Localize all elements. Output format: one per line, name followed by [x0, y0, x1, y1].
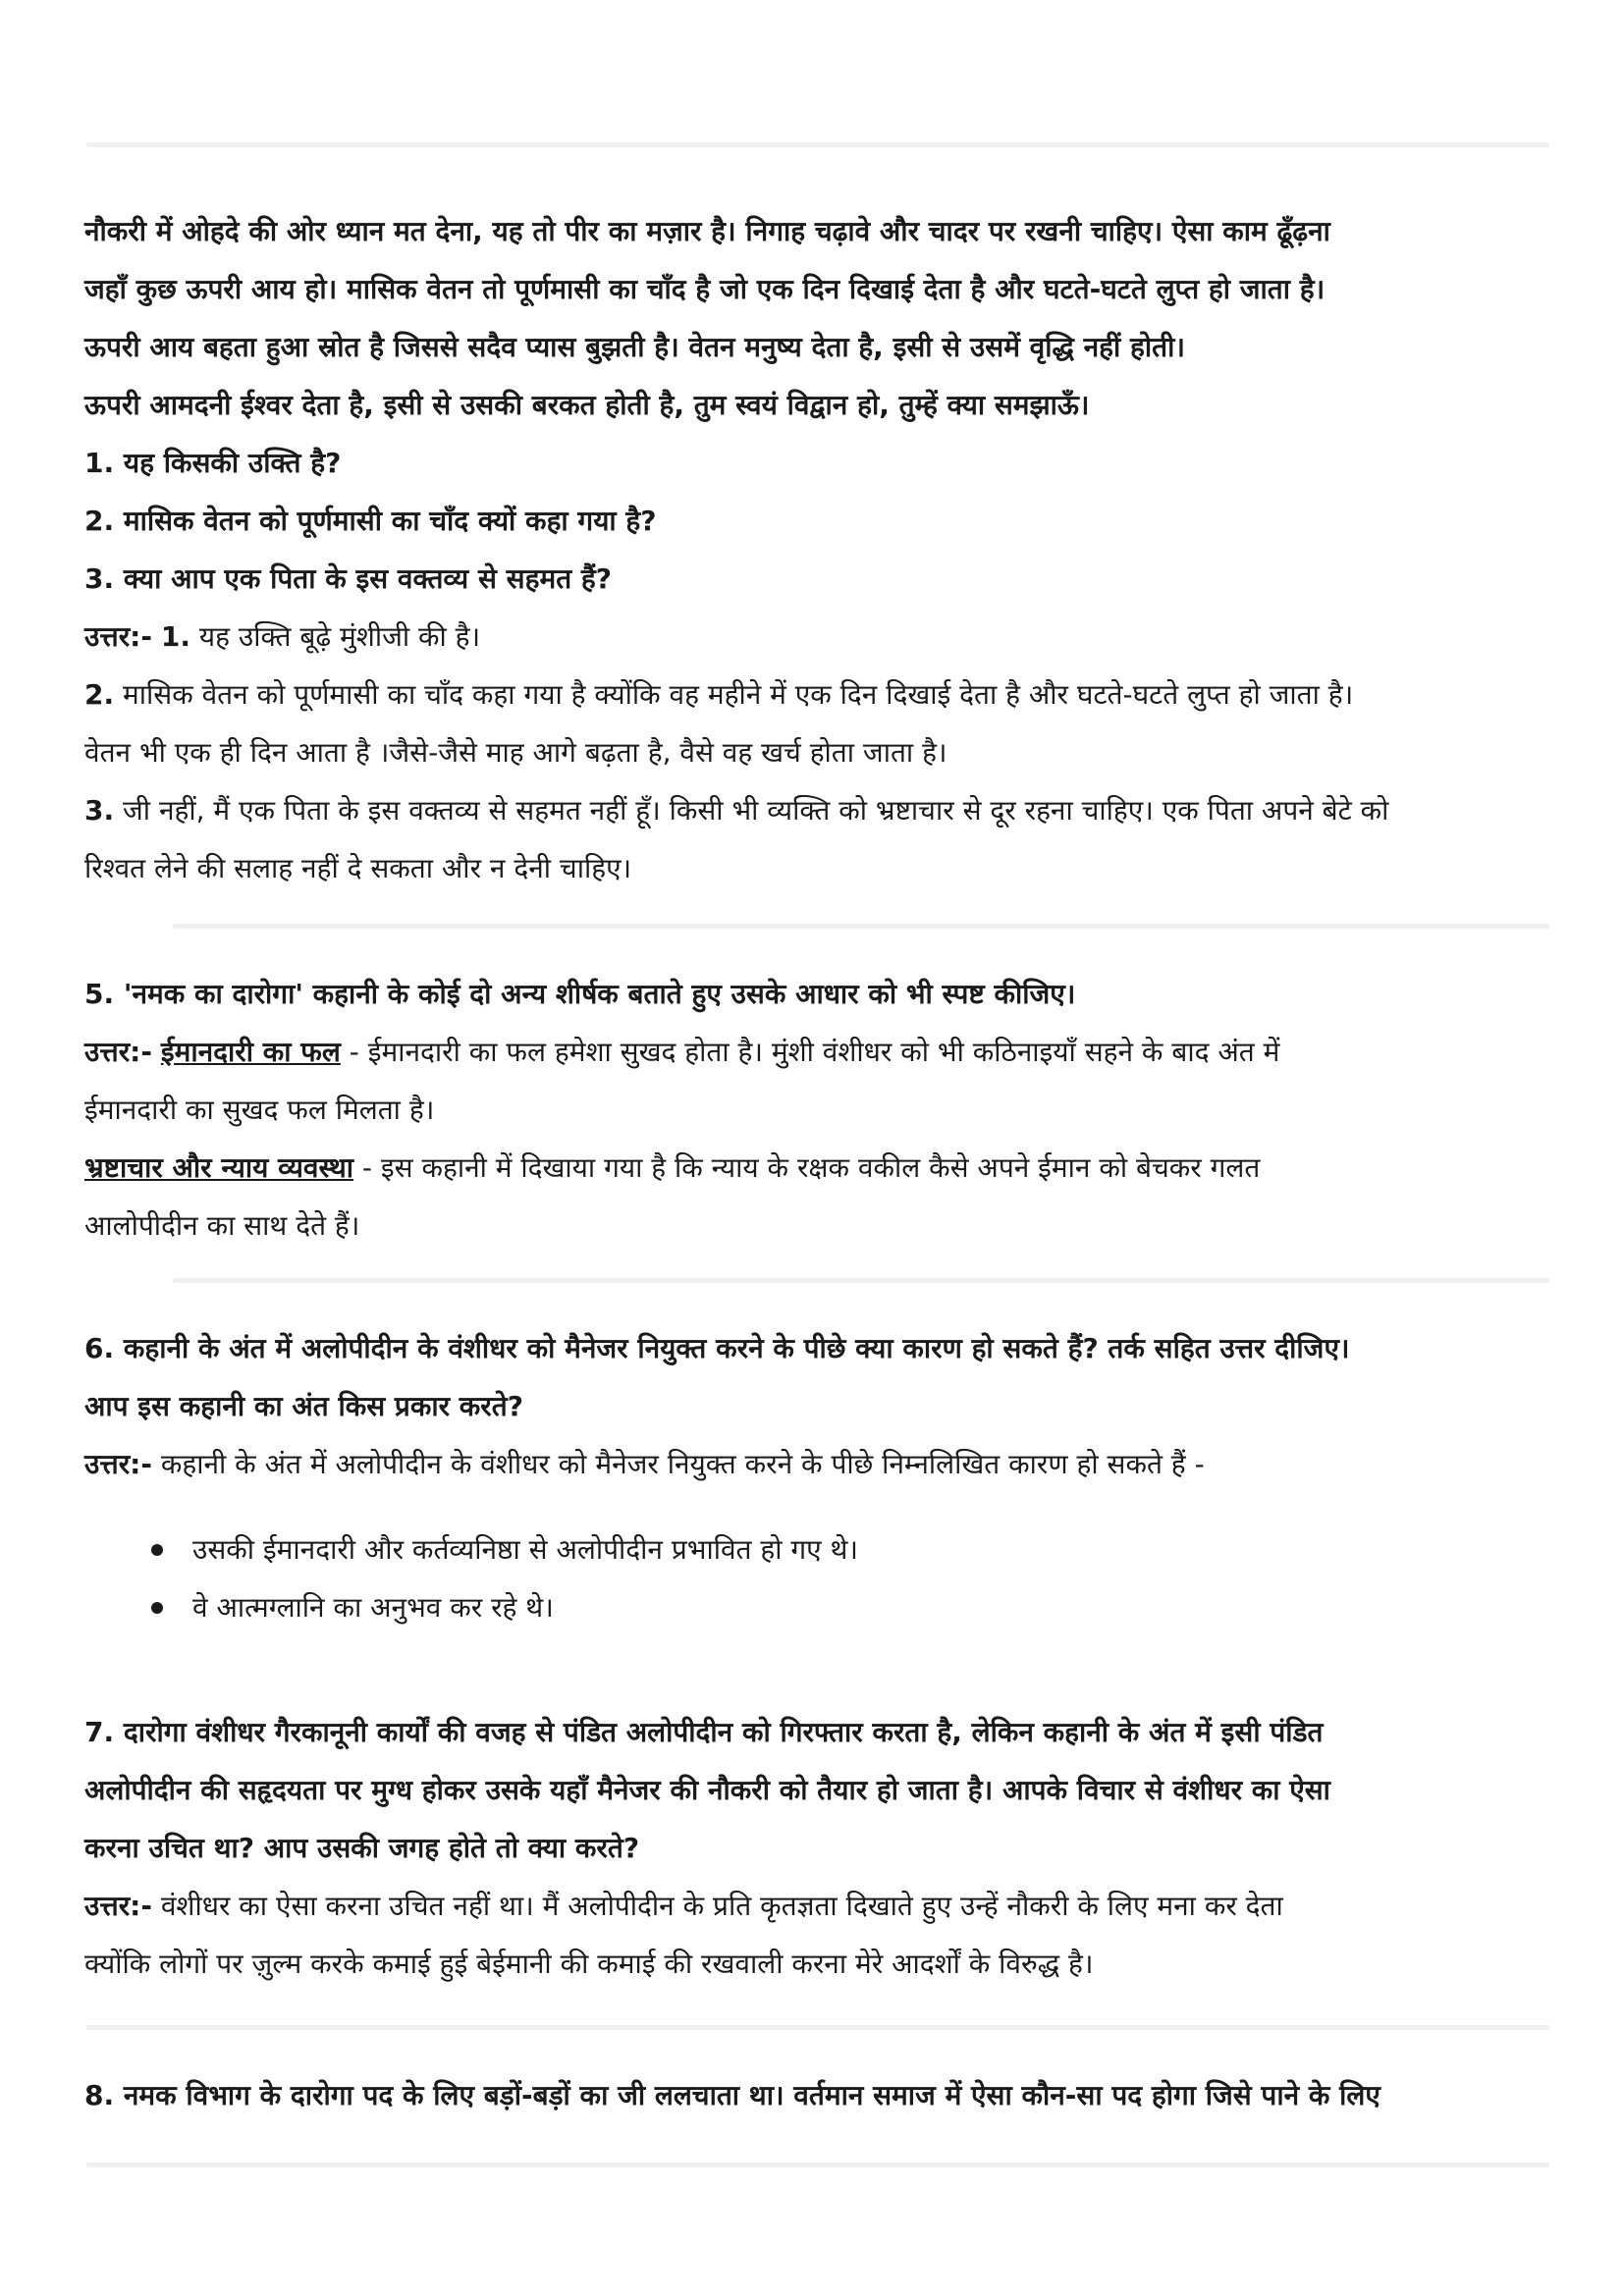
subtitle-2: भ्रष्टाचार और न्याय व्यवस्था [84, 1151, 353, 1184]
passage-line: जहाँ कुछ ऊपरी आय हो। मासिक वेतन तो पूर्णमासी का चाँद है जो एक दिन दिखाई देता है और घटते-घटते लुप्त हो जाता है। [84, 273, 1325, 305]
subtitle-1: ईमानदारी का फल [160, 1036, 341, 1068]
question-7: अलोपीदीन की सहृदयता पर मुग्ध होकर उसके यहाँ मैनेजर की नौकरी को तैयार हो जाता है। आपके विचार से वंशीधर का ऐसा [84, 1774, 1330, 1806]
question-2: 2. मासिक वेतन को पूर्णमासी का चाँद क्यों कहा गया है? [84, 505, 657, 537]
answer-text: वेतन भी एक ही दिन आता है ।जैसे-जैसे माह आगे बढ़ता है, वैसे वह खर्च होता जाता है। [84, 736, 947, 769]
question-1: 1. यह किसकी उक्ति है? [84, 447, 342, 479]
answer-label: उत्तर:- [84, 1448, 152, 1480]
answer-2 [84, 666, 1557, 723]
answer-label: उत्तर:- [84, 1036, 152, 1068]
question-8-section [84, 2066, 1557, 2124]
question-6: आप इस कहानी का अंत किस प्रकार करते? [84, 1390, 523, 1422]
divider-top [86, 142, 1549, 147]
answer-number: 2. [84, 678, 115, 711]
answer-text: मासिक वेतन को पूर्णमासी का चाँद कहा गया है क्योंकि वह महीने में एक दिन दिखाई देता है और घटते-घटते लुप्त हो जाता है। [123, 678, 1354, 711]
bullet-icon [151, 1602, 163, 1614]
answer-text: - ईमानदारी का फल हमेशा सुखद होता है। मुंशी वंशीधर को भी कठिनाइयाँ सहने के बाद अंत में [340, 1036, 1280, 1068]
list-item-text: उसकी ईमानदारी और कर्तव्यनिष्ठा से अलोपीदीन प्रभावित हो गए थे। [192, 1533, 859, 1566]
answer-number: 3. [84, 794, 115, 827]
answer-text: क्योंकि लोगों पर ज़ुल्म करके कमाई हुई बेईमानी की कमाई की रखवाली करना मेरे आदर्शों के विरुद्ध है। [84, 1948, 1094, 1980]
question-7: 7. दारोगा वंशीधर गैरकानूनी कार्यों की वजह से पंडित अलोपीदीन को गिरफ्तार करता है, लेकिन कहानी के अंत में इसी पंडित [84, 1716, 1324, 1748]
answer-text: जी नहीं, मैं एक पिता के इस वक्तव्य से सहमत नहीं हूँ। किसी भी व्यक्ति को भ्रष्टाचार से दूर रहना चाहिए। एक पिता अपने बेटे को [123, 794, 1389, 827]
question-6: 6. कहानी के अंत में अलोपीदीन के वंशीधर को मैनेजर नियुक्त करने के पीछे क्या कारण हो सकते हैं? तर्क सहित उत्तर दीजिए। [84, 1332, 1350, 1364]
answer-text: ईमानदारी का सुखद फल मिलता है। [84, 1094, 435, 1126]
answer-number: 1. [160, 620, 190, 653]
question-8: 8. नमक विभाग के दारोगा पद के लिए बड़ों-बड़ों का जी ललचाता था। वर्तमान समाज में ऐसा कौन-सा पद होगा जिसे पाने के लिए [84, 2079, 1380, 2111]
question-3: 3. क्या आप एक पिता के इस वक्तव्य से सहमत हैं? [84, 562, 613, 595]
question-7: करना उचित था? आप उसकी जगह होते तो क्या करते? [84, 1832, 640, 1864]
question-5: 5. 'नमक का दारोगा' कहानी के कोई दो अन्य शीर्षक बताते हुए उसके आधार को भी स्पष्ट कीजिए। [84, 978, 1076, 1010]
divider-bottom [86, 2163, 1549, 2167]
answer-text: रिश्वत लेने की सलाह नहीं दे सकता और न देनी चाहिए। [84, 852, 632, 884]
q5-answer-line [84, 1023, 1557, 1081]
question-6-section [84, 1319, 1557, 1493]
list-item-text: वे आत्मग्लानि का अनुभव कर रहे थे। [192, 1591, 554, 1624]
answer-text: वंशीधर का ऐसा करना उचित नहीं था। मैं अलोपीदीन के प्रति कृतज्ञता दिखाते हुए उन्हें नौकरी के लिए मना कर देता [151, 1890, 1283, 1922]
list-item [84, 1578, 1557, 1636]
q6-bullet-list [84, 1521, 1557, 1636]
list-item [84, 1521, 1557, 1578]
passage-line: ऊपरी आमदनी ईश्वर देता है, इसी से उसकी बरकत होती है, तुम स्वयं विद्वान हो, तुम्हें क्या समझाऊँ। [84, 389, 1090, 421]
question-5-section [84, 965, 1557, 1255]
passage-section [84, 202, 1557, 897]
answer-3 [84, 781, 1557, 839]
passage-line: ऊपरी आय बहता हुआ स्रोत है जिससे सदैव प्यास बुझती है। वेतन मनुष्य देता है, इसी से उसमें वृद्धि नहीं होती। [84, 331, 1185, 363]
divider [173, 1278, 1549, 1283]
divider [86, 2025, 1549, 2030]
answer-1 [84, 608, 1557, 666]
answer-text: यह उक्ति बूढ़े मुंशीजी की है। [198, 620, 481, 653]
answer-label: उत्तर:- [84, 620, 152, 653]
answer-label: उत्तर:- [84, 1890, 152, 1922]
passage-line: नौकरी में ओहदे की ओर ध्यान मत देना, यह तो पीर का मज़ार है। निगाह चढ़ावे और चादर पर रखनी चाहिए। ऐसा काम ढूँढ़ना [84, 215, 1330, 247]
bullet-icon [151, 1544, 163, 1556]
q7-answer-line [84, 1877, 1557, 1935]
answer-text: कहानी के अंत में अलोपीदीन के वंशीधर को मैनेजर नियुक्त करने के पीछे निम्नलिखित कारण हो सकते हैं - [151, 1448, 1205, 1480]
question-7-section [84, 1703, 1557, 1993]
answer-text: आलोपीदीन का साथ देते हैं। [84, 1209, 360, 1242]
q5-answer-line [84, 1139, 1557, 1197]
q6-answer-line [84, 1435, 1557, 1493]
divider [173, 924, 1549, 929]
answer-text: - इस कहानी में दिखाया गया है कि न्याय के रक्षक वकील कैसे अपने ईमान को बेचकर गलत [352, 1151, 1261, 1184]
